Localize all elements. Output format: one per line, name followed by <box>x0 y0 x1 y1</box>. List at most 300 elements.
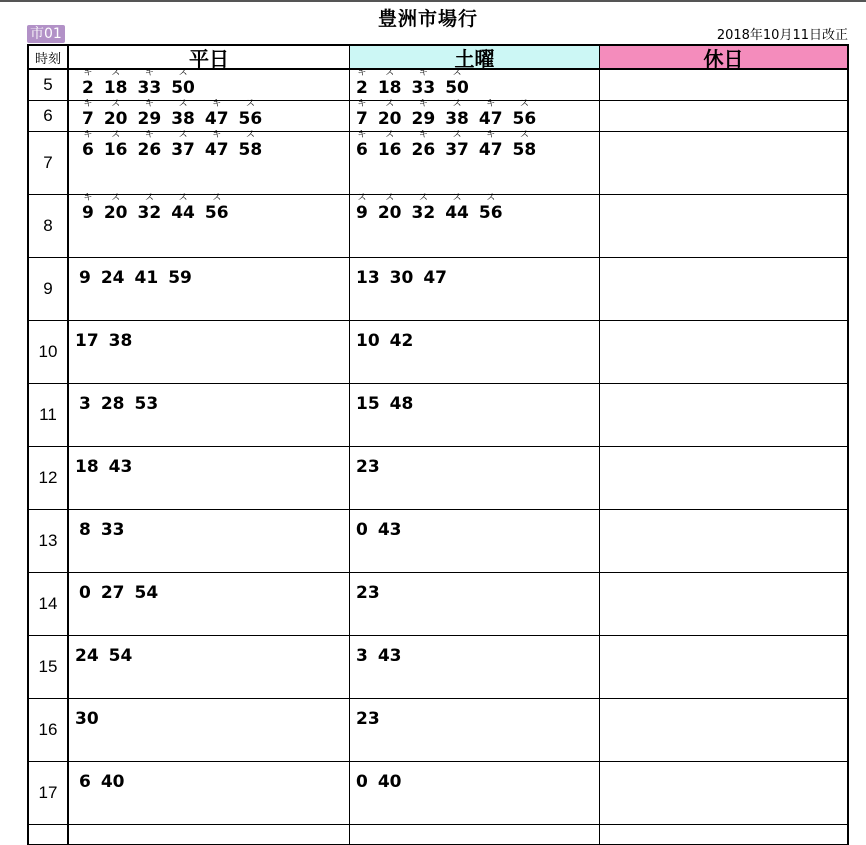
departure-minute <box>103 130 128 160</box>
weekday-cell <box>67 321 349 383</box>
minute-value: 33 <box>100 520 125 540</box>
saturday-cell <box>349 447 599 509</box>
weekday-cell <box>67 636 349 698</box>
departure-minute <box>512 130 537 160</box>
minute-list <box>356 709 390 729</box>
departure-minute <box>82 193 94 223</box>
minute-list <box>356 457 390 477</box>
hour-cell: 10 <box>27 321 67 383</box>
minute-value: 0 <box>79 583 91 603</box>
minute-value: 24 <box>100 268 125 288</box>
minute-value: 23 <box>356 457 380 477</box>
departure-minute <box>378 772 402 792</box>
minute-value: 53 <box>134 394 159 414</box>
hour-cell: 13 <box>27 510 67 572</box>
departure-minute <box>75 709 99 729</box>
minute-list <box>79 520 135 540</box>
departure-minute <box>411 130 436 160</box>
table-row <box>27 447 847 510</box>
departure-minute <box>377 130 402 160</box>
minute-list <box>356 68 479 98</box>
minute-value: 8 <box>79 520 91 540</box>
minute-list <box>75 457 142 477</box>
hour-cell: 5 <box>27 70 67 100</box>
departure-minute <box>103 68 128 98</box>
destination-mark: ス <box>111 130 121 140</box>
minute-value: 2 <box>356 78 368 98</box>
departure-minute <box>411 99 436 129</box>
minute-value: 37 <box>445 140 469 160</box>
minute-value: 50 <box>445 78 469 98</box>
departure-minute <box>135 268 159 288</box>
departure-minute <box>171 130 195 160</box>
minute-value: 13 <box>356 268 380 288</box>
departure-minute <box>356 68 368 98</box>
minute-value: 0 <box>356 520 368 540</box>
destination-mark: ス <box>385 99 395 109</box>
minute-list <box>356 130 546 160</box>
hour-cell: 15 <box>27 636 67 698</box>
departure-minute <box>79 520 91 540</box>
departure-minute <box>171 193 195 223</box>
minute-value: 40 <box>100 772 125 792</box>
minute-list <box>75 331 142 351</box>
holiday-cell <box>599 573 847 635</box>
minute-value: 24 <box>75 646 99 666</box>
minute-value: 20 <box>103 109 128 129</box>
destination-mark: キ <box>212 130 222 140</box>
departure-minute <box>75 457 99 477</box>
destination-mark: ス <box>519 130 529 140</box>
saturday-cell <box>349 825 599 844</box>
destination-mark: キ <box>83 99 93 109</box>
destination-mark: ス <box>111 193 121 203</box>
departure-minute <box>204 99 229 129</box>
minute-value: 9 <box>79 268 91 288</box>
departure-minute <box>378 520 402 540</box>
departure-minute <box>356 457 380 477</box>
minute-list <box>82 130 272 160</box>
departure-minute <box>103 99 128 129</box>
destination-mark: キ <box>144 99 154 109</box>
minute-value: 7 <box>82 109 94 129</box>
departure-minute <box>82 130 94 160</box>
weekday-cell <box>67 699 349 761</box>
destination-mark: ス <box>245 130 255 140</box>
departure-minute <box>109 331 133 351</box>
minute-list <box>79 583 168 603</box>
minute-value: 33 <box>137 78 162 98</box>
weekday-cell <box>67 510 349 572</box>
table-row <box>27 195 847 258</box>
minute-value: 44 <box>171 203 195 223</box>
holiday-cell <box>599 762 847 824</box>
minute-value: 42 <box>389 331 414 351</box>
minute-value: 29 <box>411 109 436 129</box>
minute-list <box>75 709 109 729</box>
departure-minute <box>137 99 162 129</box>
minute-value: 6 <box>356 140 368 160</box>
minute-list <box>82 99 272 129</box>
minute-value: 18 <box>103 78 128 98</box>
departure-minute <box>378 646 402 666</box>
minute-value: 0 <box>356 772 368 792</box>
header-weekday: 平日 <box>67 46 349 68</box>
destination-mark: ス <box>519 99 529 109</box>
weekday-cell <box>67 195 349 257</box>
destination-mark: ス <box>385 68 395 78</box>
holiday-cell <box>599 101 847 131</box>
saturday-cell <box>349 510 599 572</box>
minute-value: 18 <box>377 78 402 98</box>
minute-value: 20 <box>377 109 402 129</box>
departure-minute <box>137 193 162 223</box>
destination-mark: ス <box>452 68 462 78</box>
minute-list <box>356 394 423 414</box>
departure-minute <box>171 99 195 129</box>
weekday-cell <box>67 258 349 320</box>
minute-value: 20 <box>377 203 402 223</box>
saturday-cell <box>349 132 599 194</box>
saturday-cell <box>349 573 599 635</box>
minute-value: 20 <box>103 203 128 223</box>
saturday-cell <box>349 762 599 824</box>
minute-value: 23 <box>356 709 380 729</box>
departure-minute <box>411 68 436 98</box>
destination-mark: ス <box>111 68 121 78</box>
hour-cell <box>27 825 67 844</box>
hour-cell: 11 <box>27 384 67 446</box>
minute-list <box>79 772 135 792</box>
departure-minute <box>109 646 133 666</box>
departure-minute <box>204 193 229 223</box>
departure-minute <box>101 394 125 414</box>
page-title: 豊洲市場行 <box>377 8 478 30</box>
minute-list <box>356 99 546 129</box>
top-border <box>0 0 866 2</box>
minute-value: 56 <box>478 203 503 223</box>
table-row <box>27 699 847 762</box>
departure-minute <box>75 646 99 666</box>
destination-mark: キ <box>486 99 496 109</box>
departure-minute <box>82 68 94 98</box>
destination-mark: ス <box>418 193 428 203</box>
minute-value: 38 <box>445 109 469 129</box>
table-row <box>27 321 847 384</box>
minute-value: 15 <box>356 394 380 414</box>
destination-mark: キ <box>144 68 154 78</box>
minute-value: 56 <box>204 203 229 223</box>
destination-mark: キ <box>486 130 496 140</box>
departure-minute <box>478 193 503 223</box>
saturday-cell <box>349 699 599 761</box>
hour-cell: 12 <box>27 447 67 509</box>
departure-minute <box>75 331 99 351</box>
saturday-cell <box>349 101 599 131</box>
departure-minute <box>135 394 159 414</box>
minute-value: 44 <box>445 203 469 223</box>
minute-value: 9 <box>82 203 94 223</box>
departure-minute <box>79 772 91 792</box>
departure-minute <box>356 772 368 792</box>
departure-minute <box>79 394 91 414</box>
minute-value: 38 <box>108 331 133 351</box>
minute-value: 40 <box>377 772 402 792</box>
minute-value: 37 <box>171 140 195 160</box>
minute-value: 54 <box>108 646 133 666</box>
minute-value: 26 <box>411 140 436 160</box>
saturday-cell <box>349 195 599 257</box>
departure-minute <box>356 130 368 160</box>
minute-value: 17 <box>75 331 99 351</box>
minute-value: 47 <box>478 140 503 160</box>
destination-mark: ス <box>178 130 188 140</box>
minute-list <box>82 193 239 223</box>
destination-mark: キ <box>357 68 367 78</box>
departure-minute <box>356 646 368 666</box>
departure-minute <box>101 520 125 540</box>
destination-mark: ス <box>111 99 121 109</box>
minute-value: 9 <box>356 203 368 223</box>
minute-value: 33 <box>411 78 436 98</box>
departure-minute <box>137 130 162 160</box>
departure-minute <box>445 99 469 129</box>
minute-value: 28 <box>100 394 125 414</box>
holiday-cell <box>599 321 847 383</box>
destination-mark: キ <box>357 130 367 140</box>
hour-cell: 6 <box>27 101 67 131</box>
destination-mark: ス <box>486 193 496 203</box>
destination-mark: ス <box>245 99 255 109</box>
weekday-cell <box>67 573 349 635</box>
departure-minute <box>101 268 125 288</box>
departure-minute <box>390 331 414 351</box>
hour-cell: 7 <box>27 132 67 194</box>
destination-mark: キ <box>357 99 367 109</box>
minute-value: 47 <box>204 140 229 160</box>
table-row <box>27 510 847 573</box>
minute-value: 50 <box>171 78 195 98</box>
table-row <box>27 762 847 825</box>
minute-value: 30 <box>75 709 99 729</box>
minute-value: 27 <box>100 583 125 603</box>
departure-minute <box>356 520 368 540</box>
destination-mark: キ <box>83 193 93 203</box>
saturday-cell <box>349 258 599 320</box>
hour-cell: 9 <box>27 258 67 320</box>
minute-value: 26 <box>137 140 162 160</box>
holiday-cell <box>599 70 847 100</box>
hour-cell: 8 <box>27 195 67 257</box>
departure-minute <box>423 268 447 288</box>
minute-value: 6 <box>79 772 91 792</box>
minute-value: 3 <box>356 646 368 666</box>
destination-mark: ス <box>385 193 395 203</box>
destination-mark: キ <box>418 99 428 109</box>
weekday-cell <box>67 762 349 824</box>
departure-minute <box>377 99 402 129</box>
minute-list <box>356 772 412 792</box>
departure-minute <box>79 268 91 288</box>
minute-list <box>79 268 202 288</box>
weekday-cell <box>67 384 349 446</box>
minute-list <box>356 646 412 666</box>
destination-mark: ス <box>178 99 188 109</box>
departure-minute <box>356 709 380 729</box>
departure-minute <box>135 583 159 603</box>
hour-cell: 16 <box>27 699 67 761</box>
revision-date: 2018年10月11日改正 <box>716 28 848 43</box>
minute-value: 16 <box>377 140 402 160</box>
minute-value: 47 <box>204 109 229 129</box>
minute-value: 43 <box>377 520 402 540</box>
table-row <box>27 636 847 699</box>
destination-mark: キ <box>144 130 154 140</box>
table-row <box>27 132 847 195</box>
holiday-cell <box>599 447 847 509</box>
minute-value: 56 <box>238 109 263 129</box>
holiday-cell <box>599 195 847 257</box>
minute-list <box>356 583 390 603</box>
departure-minute <box>390 394 414 414</box>
destination-mark: ス <box>144 193 154 203</box>
departure-minute <box>478 130 503 160</box>
departure-minute <box>411 193 436 223</box>
departure-minute <box>238 130 263 160</box>
departure-minute <box>512 99 537 129</box>
minute-value: 59 <box>168 268 192 288</box>
table-row <box>27 258 847 321</box>
holiday-cell <box>599 636 847 698</box>
table-row <box>27 70 847 101</box>
departure-minute <box>356 331 380 351</box>
departure-minute <box>356 583 380 603</box>
minute-value: 23 <box>356 583 380 603</box>
route-badge: 市01 <box>27 25 65 43</box>
departure-minute <box>356 193 368 223</box>
departure-minute <box>377 193 402 223</box>
table-row <box>27 573 847 636</box>
table-row <box>27 101 847 132</box>
holiday-cell <box>599 258 847 320</box>
destination-mark: ス <box>452 99 462 109</box>
departure-minute <box>356 268 380 288</box>
destination-mark: ス <box>212 193 222 203</box>
departure-minute <box>238 99 263 129</box>
saturday-cell <box>349 321 599 383</box>
minute-list <box>356 520 412 540</box>
minute-value: 41 <box>134 268 159 288</box>
hour-cell: 17 <box>27 762 67 824</box>
departure-minute <box>171 68 195 98</box>
destination-mark: キ <box>83 68 93 78</box>
destination-mark: ス <box>357 193 367 203</box>
departure-minute <box>109 457 133 477</box>
minute-value: 18 <box>75 457 99 477</box>
departure-minute <box>390 268 414 288</box>
minute-value: 32 <box>137 203 162 223</box>
departure-minute <box>101 772 125 792</box>
weekday-cell <box>67 132 349 194</box>
destination-mark: ス <box>178 193 188 203</box>
destination-mark: キ <box>212 99 222 109</box>
minute-value: 38 <box>171 109 195 129</box>
holiday-cell <box>599 384 847 446</box>
header-holiday: 休日 <box>599 46 847 68</box>
table-row <box>27 825 847 845</box>
saturday-cell <box>349 636 599 698</box>
saturday-cell <box>349 384 599 446</box>
destination-mark: ス <box>452 193 462 203</box>
departure-minute <box>204 130 229 160</box>
holiday-cell <box>599 699 847 761</box>
departure-minute <box>445 130 469 160</box>
minute-list <box>356 268 457 288</box>
weekday-cell <box>67 447 349 509</box>
departure-minute <box>478 99 503 129</box>
departure-minute <box>356 394 380 414</box>
minute-value: 58 <box>238 140 263 160</box>
minute-value: 29 <box>137 109 162 129</box>
minute-list <box>356 331 423 351</box>
holiday-cell <box>599 825 847 844</box>
timetable-grid <box>27 44 849 845</box>
destination-mark: ス <box>385 130 395 140</box>
destination-mark: ス <box>452 130 462 140</box>
weekday-cell <box>67 101 349 131</box>
minute-value: 47 <box>423 268 448 288</box>
departure-minute <box>356 99 368 129</box>
minute-value: 7 <box>356 109 368 129</box>
weekday-cell <box>67 825 349 844</box>
weekday-cell <box>67 70 349 100</box>
minute-value: 16 <box>103 140 128 160</box>
holiday-cell <box>599 132 847 194</box>
departure-minute <box>445 68 469 98</box>
minute-list <box>75 646 142 666</box>
destination-mark: キ <box>83 130 93 140</box>
destination-mark: キ <box>418 130 428 140</box>
header-saturday: 土曜 <box>349 46 599 68</box>
departure-minute <box>79 583 91 603</box>
holiday-cell <box>599 510 847 572</box>
minute-value: 58 <box>512 140 537 160</box>
minute-list <box>79 394 168 414</box>
minute-value: 56 <box>512 109 537 129</box>
minute-value: 3 <box>79 394 91 414</box>
minute-value: 6 <box>82 140 94 160</box>
minute-list <box>356 193 513 223</box>
departure-minute <box>168 268 192 288</box>
departure-minute <box>101 583 125 603</box>
departure-minute <box>82 99 94 129</box>
minute-value: 43 <box>377 646 402 666</box>
minute-list <box>82 68 205 98</box>
destination-mark: ス <box>178 68 188 78</box>
minute-value: 43 <box>108 457 133 477</box>
minute-value: 30 <box>389 268 414 288</box>
saturday-cell <box>349 70 599 100</box>
header-hour: 時刻 <box>27 46 67 68</box>
minute-value: 48 <box>389 394 414 414</box>
minute-value: 32 <box>411 203 436 223</box>
minute-value: 10 <box>356 331 380 351</box>
departure-minute <box>137 68 162 98</box>
table-row <box>27 384 847 447</box>
minute-value: 47 <box>478 109 503 129</box>
table-header-row <box>27 46 847 70</box>
minute-value: 2 <box>82 78 94 98</box>
